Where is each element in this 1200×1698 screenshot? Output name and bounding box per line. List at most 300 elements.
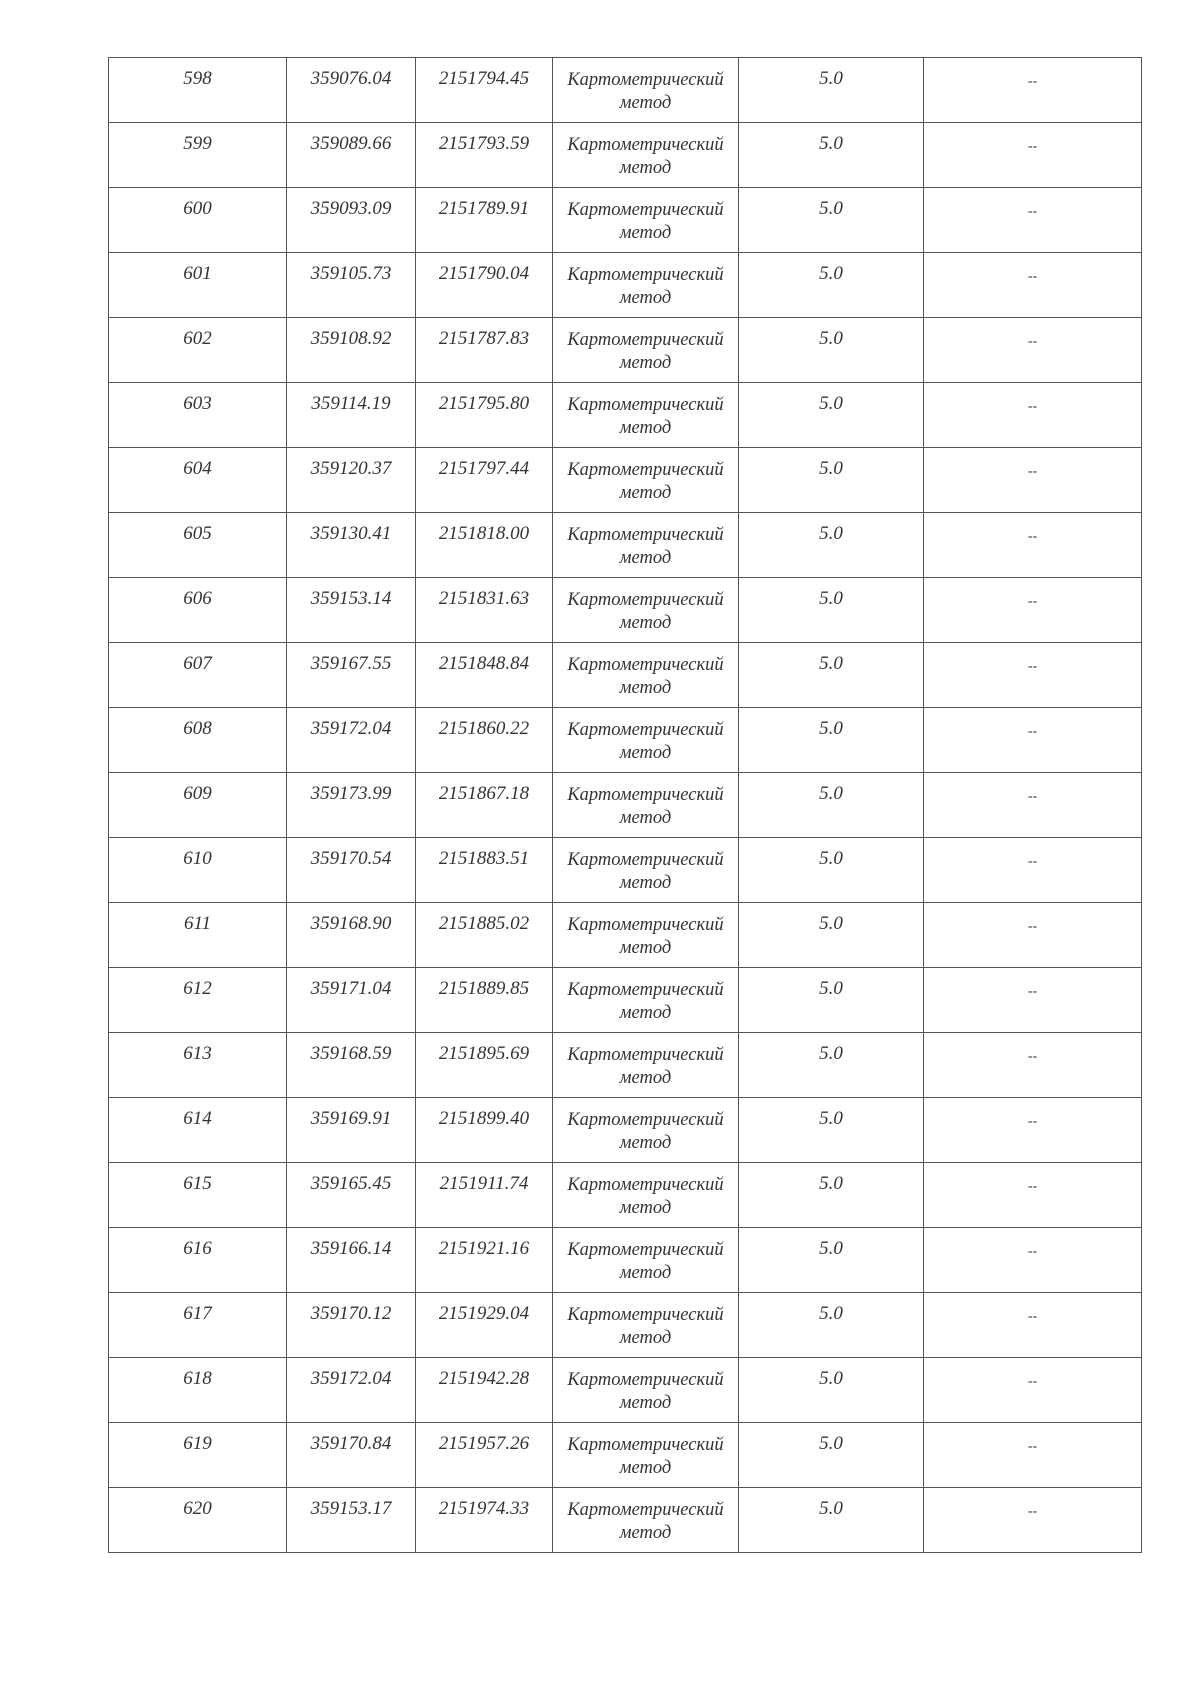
y-coordinate-cell-text: 2151818.00: [438, 523, 530, 544]
table-row: [109, 253, 1142, 318]
x-coordinate-cell: [287, 448, 416, 513]
method-cell: [553, 1358, 739, 1423]
point-number-cell: [109, 968, 287, 1033]
y-coordinate-cell: [416, 1423, 553, 1488]
note-cell: [924, 1228, 1142, 1293]
table-row: [109, 1358, 1142, 1423]
point-number-cell: [109, 123, 287, 188]
accuracy-cell: [739, 513, 924, 578]
y-coordinate-cell-text: 2151929.04: [438, 1303, 530, 1324]
method-cell-text: Картометрический метод: [567, 1500, 724, 1543]
y-coordinate-cell: [416, 773, 553, 838]
point-number-cell-text: 598: [183, 68, 212, 89]
accuracy-cell-text: 5.0: [819, 1043, 843, 1064]
method-cell-text: Картометрический метод: [567, 265, 724, 308]
point-number-cell-text: 610: [183, 848, 212, 869]
note-cell-text: --: [1027, 919, 1038, 934]
method-cell-text: Картометрический метод: [567, 590, 724, 633]
accuracy-cell-text: 5.0: [819, 653, 843, 674]
method-cell: [553, 643, 739, 708]
note-cell-text: --: [1027, 1309, 1038, 1324]
note-cell: [924, 903, 1142, 968]
y-coordinate-cell: [416, 253, 553, 318]
x-coordinate-cell: [287, 58, 416, 123]
x-coordinate-cell: [287, 1358, 416, 1423]
accuracy-cell: [739, 123, 924, 188]
note-cell: [924, 1423, 1142, 1488]
y-coordinate-cell: [416, 578, 553, 643]
point-number-cell: [109, 643, 287, 708]
accuracy-cell-text: 5.0: [819, 913, 843, 934]
point-number-cell-text: 618: [183, 1368, 212, 1389]
note-cell-text: --: [1027, 1439, 1038, 1454]
table-row: [109, 1098, 1142, 1163]
x-coordinate-cell-text: 359169.91: [310, 1108, 392, 1129]
note-cell: [924, 318, 1142, 383]
accuracy-cell-text: 5.0: [819, 1368, 843, 1389]
method-cell: [553, 1098, 739, 1163]
y-coordinate-cell-text: 2151911.74: [439, 1173, 529, 1194]
x-coordinate-cell: [287, 1228, 416, 1293]
point-number-cell: [109, 708, 287, 773]
method-cell: [553, 123, 739, 188]
coordinates-table: [108, 57, 1142, 1553]
method-cell-text: Картометрический метод: [567, 1435, 724, 1478]
table-row: [109, 968, 1142, 1033]
method-cell-text: Картометрический метод: [567, 720, 724, 763]
table-row: [109, 58, 1142, 123]
y-coordinate-cell-text: 2151831.63: [438, 588, 530, 609]
x-coordinate-cell: [287, 643, 416, 708]
note-cell: [924, 773, 1142, 838]
note-cell-text: --: [1027, 1179, 1038, 1194]
method-cell: [553, 708, 739, 773]
x-coordinate-cell-text: 359114.19: [311, 393, 391, 414]
method-cell: [553, 253, 739, 318]
method-cell: [553, 1033, 739, 1098]
table-row: [109, 1488, 1142, 1553]
point-number-cell: [109, 773, 287, 838]
y-coordinate-cell: [416, 708, 553, 773]
y-coordinate-cell: [416, 123, 553, 188]
note-cell-text: --: [1027, 854, 1038, 869]
accuracy-cell-text: 5.0: [819, 1173, 843, 1194]
accuracy-cell-text: 5.0: [819, 263, 843, 284]
x-coordinate-cell-text: 359120.37: [310, 458, 392, 479]
y-coordinate-cell: [416, 968, 553, 1033]
method-cell-text: Картометрический метод: [567, 1110, 724, 1153]
method-cell-text: Картометрический метод: [567, 460, 724, 503]
point-number-cell-text: 602: [183, 328, 212, 349]
method-cell: [553, 1423, 739, 1488]
method-cell-text: Картометрический метод: [567, 980, 724, 1023]
note-cell-text: --: [1027, 334, 1038, 349]
point-number-cell-text: 608: [183, 718, 212, 739]
note-cell-text: --: [1027, 464, 1038, 479]
note-cell: [924, 58, 1142, 123]
x-coordinate-cell: [287, 188, 416, 253]
note-cell: [924, 1488, 1142, 1553]
accuracy-cell: [739, 58, 924, 123]
point-number-cell: [109, 448, 287, 513]
point-number-cell-text: 616: [183, 1238, 212, 1259]
x-coordinate-cell-text: 359172.04: [310, 1368, 392, 1389]
method-cell: [553, 1293, 739, 1358]
table-body: [109, 58, 1142, 1553]
accuracy-cell: [739, 1423, 924, 1488]
x-coordinate-cell-text: 359170.84: [310, 1433, 392, 1454]
x-coordinate-cell: [287, 513, 416, 578]
y-coordinate-cell-text: 2151789.91: [438, 198, 530, 219]
table-row: [109, 513, 1142, 578]
y-coordinate-cell: [416, 1488, 553, 1553]
method-cell-text: Картометрический метод: [567, 330, 724, 373]
table-row: [109, 1228, 1142, 1293]
table-row: [109, 643, 1142, 708]
method-cell: [553, 903, 739, 968]
note-cell-text: --: [1027, 984, 1038, 999]
note-cell: [924, 513, 1142, 578]
note-cell-text: --: [1027, 204, 1038, 219]
y-coordinate-cell: [416, 1228, 553, 1293]
y-coordinate-cell-text: 2151883.51: [438, 848, 530, 869]
x-coordinate-cell-text: 359172.04: [310, 718, 392, 739]
method-cell-text: Картометрический метод: [567, 1045, 724, 1088]
y-coordinate-cell-text: 2151848.84: [438, 653, 530, 674]
method-cell-text: Картометрический метод: [567, 1305, 724, 1348]
x-coordinate-cell-text: 359153.14: [310, 588, 392, 609]
table-row: [109, 578, 1142, 643]
point-number-cell: [109, 188, 287, 253]
x-coordinate-cell-text: 359171.04: [310, 978, 392, 999]
method-cell-text: Картометрический метод: [567, 1240, 724, 1283]
y-coordinate-cell: [416, 643, 553, 708]
note-cell-text: --: [1027, 1114, 1038, 1129]
accuracy-cell-text: 5.0: [819, 718, 843, 739]
point-number-cell: [109, 1423, 287, 1488]
method-cell: [553, 513, 739, 578]
point-number-cell: [109, 58, 287, 123]
note-cell: [924, 578, 1142, 643]
accuracy-cell-text: 5.0: [819, 1303, 843, 1324]
point-number-cell: [109, 318, 287, 383]
y-coordinate-cell-text: 2151921.16: [438, 1238, 530, 1259]
accuracy-cell: [739, 968, 924, 1033]
y-coordinate-cell: [416, 903, 553, 968]
y-coordinate-cell-text: 2151795.80: [438, 393, 530, 414]
x-coordinate-cell: [287, 1293, 416, 1358]
x-coordinate-cell-text: 359130.41: [310, 523, 392, 544]
x-coordinate-cell: [287, 968, 416, 1033]
method-cell-text: Картометрический метод: [567, 135, 724, 178]
x-coordinate-cell-text: 359166.14: [310, 1238, 392, 1259]
note-cell-text: --: [1027, 139, 1038, 154]
x-coordinate-cell: [287, 383, 416, 448]
note-cell: [924, 708, 1142, 773]
accuracy-cell: [739, 1163, 924, 1228]
x-coordinate-cell: [287, 578, 416, 643]
point-number-cell: [109, 513, 287, 578]
x-coordinate-cell-text: 359168.59: [310, 1043, 392, 1064]
x-coordinate-cell: [287, 253, 416, 318]
point-number-cell: [109, 1293, 287, 1358]
accuracy-cell: [739, 708, 924, 773]
x-coordinate-cell: [287, 773, 416, 838]
accuracy-cell-text: 5.0: [819, 328, 843, 349]
accuracy-cell: [739, 1098, 924, 1163]
x-coordinate-cell-text: 359168.90: [310, 913, 392, 934]
method-cell-text: Картометрический метод: [567, 395, 724, 438]
method-cell: [553, 968, 739, 1033]
y-coordinate-cell: [416, 513, 553, 578]
accuracy-cell-text: 5.0: [819, 588, 843, 609]
table-row: [109, 1293, 1142, 1358]
note-cell: [924, 188, 1142, 253]
note-cell: [924, 253, 1142, 318]
x-coordinate-cell-text: 359089.66: [310, 133, 392, 154]
y-coordinate-cell-text: 2151895.69: [438, 1043, 530, 1064]
accuracy-cell: [739, 773, 924, 838]
table-row: [109, 123, 1142, 188]
point-number-cell: [109, 1488, 287, 1553]
point-number-cell-text: 611: [183, 913, 212, 934]
accuracy-cell-text: 5.0: [819, 68, 843, 89]
y-coordinate-cell: [416, 383, 553, 448]
point-number-cell: [109, 1358, 287, 1423]
y-coordinate-cell: [416, 1098, 553, 1163]
y-coordinate-cell: [416, 318, 553, 383]
table-row: [109, 188, 1142, 253]
accuracy-cell: [739, 253, 924, 318]
y-coordinate-cell: [416, 838, 553, 903]
accuracy-cell-text: 5.0: [819, 1498, 843, 1519]
note-cell: [924, 643, 1142, 708]
accuracy-cell: [739, 1488, 924, 1553]
method-cell-text: Картометрический метод: [567, 200, 724, 243]
accuracy-cell: [739, 188, 924, 253]
note-cell-text: --: [1027, 1244, 1038, 1259]
accuracy-cell: [739, 903, 924, 968]
accuracy-cell: [739, 448, 924, 513]
note-cell: [924, 1358, 1142, 1423]
method-cell: [553, 383, 739, 448]
accuracy-cell: [739, 838, 924, 903]
table-row: [109, 773, 1142, 838]
x-coordinate-cell: [287, 903, 416, 968]
method-cell: [553, 1163, 739, 1228]
note-cell: [924, 1163, 1142, 1228]
x-coordinate-cell-text: 359165.45: [310, 1173, 392, 1194]
point-number-cell: [109, 903, 287, 968]
accuracy-cell-text: 5.0: [819, 978, 843, 999]
note-cell: [924, 1098, 1142, 1163]
y-coordinate-cell-text: 2151790.04: [438, 263, 530, 284]
point-number-cell: [109, 383, 287, 448]
table-row: [109, 1033, 1142, 1098]
y-coordinate-cell-text: 2151860.22: [438, 718, 530, 739]
point-number-cell-text: 600: [183, 198, 212, 219]
point-number-cell-text: 614: [183, 1108, 212, 1129]
table-row: [109, 383, 1142, 448]
table-row: [109, 318, 1142, 383]
accuracy-cell: [739, 1228, 924, 1293]
note-cell-text: --: [1027, 789, 1038, 804]
y-coordinate-cell: [416, 1033, 553, 1098]
note-cell: [924, 838, 1142, 903]
method-cell: [553, 1228, 739, 1293]
method-cell-text: Картометрический метод: [567, 525, 724, 568]
x-coordinate-cell: [287, 1033, 416, 1098]
accuracy-cell-text: 5.0: [819, 133, 843, 154]
accuracy-cell-text: 5.0: [819, 783, 843, 804]
x-coordinate-cell: [287, 708, 416, 773]
x-coordinate-cell: [287, 123, 416, 188]
note-cell-text: --: [1027, 1049, 1038, 1064]
note-cell-text: --: [1027, 724, 1038, 739]
y-coordinate-cell-text: 2151794.45: [438, 68, 530, 89]
method-cell: [553, 58, 739, 123]
point-number-cell-text: 613: [183, 1043, 212, 1064]
note-cell: [924, 383, 1142, 448]
y-coordinate-cell: [416, 188, 553, 253]
point-number-cell: [109, 1228, 287, 1293]
accuracy-cell-text: 5.0: [819, 458, 843, 479]
point-number-cell: [109, 578, 287, 643]
x-coordinate-cell-text: 359170.54: [310, 848, 392, 869]
point-number-cell-text: 601: [183, 263, 212, 284]
accuracy-cell-text: 5.0: [819, 523, 843, 544]
note-cell: [924, 448, 1142, 513]
table-row: [109, 448, 1142, 513]
x-coordinate-cell-text: 359105.73: [310, 263, 392, 284]
point-number-cell-text: 620: [183, 1498, 212, 1519]
method-cell-text: Картометрический метод: [567, 785, 724, 828]
x-coordinate-cell-text: 359108.92: [310, 328, 392, 349]
y-coordinate-cell-text: 2151942.28: [438, 1368, 530, 1389]
x-coordinate-cell-text: 359076.04: [310, 68, 392, 89]
x-coordinate-cell-text: 359173.99: [310, 783, 392, 804]
y-coordinate-cell-text: 2151787.83: [438, 328, 530, 349]
x-coordinate-cell-text: 359167.55: [310, 653, 392, 674]
method-cell: [553, 773, 739, 838]
note-cell-text: --: [1027, 74, 1038, 89]
note-cell-text: --: [1027, 269, 1038, 284]
accuracy-cell-text: 5.0: [819, 1108, 843, 1129]
x-coordinate-cell-text: 359170.12: [310, 1303, 392, 1324]
point-number-cell-text: 599: [183, 133, 212, 154]
table-row: [109, 1423, 1142, 1488]
x-coordinate-cell: [287, 318, 416, 383]
x-coordinate-cell: [287, 1163, 416, 1228]
accuracy-cell-text: 5.0: [819, 198, 843, 219]
x-coordinate-cell: [287, 1488, 416, 1553]
method-cell: [553, 838, 739, 903]
accuracy-cell-text: 5.0: [819, 393, 843, 414]
method-cell-text: Картометрический метод: [567, 70, 724, 113]
point-number-cell-text: 605: [183, 523, 212, 544]
note-cell: [924, 1033, 1142, 1098]
note-cell-text: --: [1027, 399, 1038, 414]
accuracy-cell-text: 5.0: [819, 1238, 843, 1259]
note-cell: [924, 123, 1142, 188]
method-cell: [553, 188, 739, 253]
method-cell: [553, 448, 739, 513]
table-row: [109, 903, 1142, 968]
accuracy-cell: [739, 1358, 924, 1423]
x-coordinate-cell: [287, 1423, 416, 1488]
note-cell-text: --: [1027, 529, 1038, 544]
note-cell-text: --: [1027, 1374, 1038, 1389]
y-coordinate-cell: [416, 448, 553, 513]
point-number-cell: [109, 1033, 287, 1098]
point-number-cell-text: 615: [183, 1173, 212, 1194]
method-cell-text: Картометрический метод: [567, 915, 724, 958]
point-number-cell: [109, 253, 287, 318]
accuracy-cell-text: 5.0: [819, 1433, 843, 1454]
note-cell-text: --: [1027, 659, 1038, 674]
x-coordinate-cell: [287, 838, 416, 903]
y-coordinate-cell-text: 2151885.02: [438, 913, 530, 934]
accuracy-cell-text: 5.0: [819, 848, 843, 869]
accuracy-cell: [739, 318, 924, 383]
table-row: [109, 1163, 1142, 1228]
accuracy-cell: [739, 578, 924, 643]
point-number-cell-text: 604: [183, 458, 212, 479]
y-coordinate-cell-text: 2151797.44: [438, 458, 530, 479]
y-coordinate-cell: [416, 58, 553, 123]
method-cell: [553, 318, 739, 383]
accuracy-cell: [739, 383, 924, 448]
y-coordinate-cell: [416, 1358, 553, 1423]
method-cell: [553, 578, 739, 643]
point-number-cell-text: 603: [183, 393, 212, 414]
x-coordinate-cell: [287, 1098, 416, 1163]
point-number-cell: [109, 1163, 287, 1228]
accuracy-cell: [739, 1033, 924, 1098]
method-cell-text: Картометрический метод: [567, 1175, 724, 1218]
y-coordinate-cell: [416, 1163, 553, 1228]
y-coordinate-cell-text: 2151793.59: [438, 133, 530, 154]
note-cell-text: --: [1027, 1504, 1038, 1519]
y-coordinate-cell-text: 2151889.85: [438, 978, 530, 999]
point-number-cell-text: 609: [183, 783, 212, 804]
x-coordinate-cell-text: 359093.09: [310, 198, 392, 219]
point-number-cell-text: 612: [183, 978, 212, 999]
table-row: [109, 708, 1142, 773]
note-cell: [924, 1293, 1142, 1358]
y-coordinate-cell: [416, 1293, 553, 1358]
y-coordinate-cell-text: 2151899.40: [438, 1108, 530, 1129]
y-coordinate-cell-text: 2151957.26: [438, 1433, 530, 1454]
x-coordinate-cell-text: 359153.17: [310, 1498, 392, 1519]
note-cell: [924, 968, 1142, 1033]
point-number-cell-text: 619: [183, 1433, 212, 1454]
table-row: [109, 838, 1142, 903]
method-cell-text: Картометрический метод: [567, 655, 724, 698]
method-cell-text: Картометрический метод: [567, 1370, 724, 1413]
point-number-cell-text: 607: [183, 653, 212, 674]
accuracy-cell: [739, 643, 924, 708]
y-coordinate-cell-text: 2151974.33: [438, 1498, 530, 1519]
y-coordinate-cell-text: 2151867.18: [438, 783, 530, 804]
method-cell-text: Картометрический метод: [567, 850, 724, 893]
accuracy-cell: [739, 1293, 924, 1358]
note-cell-text: --: [1027, 594, 1038, 609]
point-number-cell-text: 617: [183, 1303, 212, 1324]
point-number-cell-text: 606: [183, 588, 212, 609]
point-number-cell: [109, 838, 287, 903]
point-number-cell: [109, 1098, 287, 1163]
